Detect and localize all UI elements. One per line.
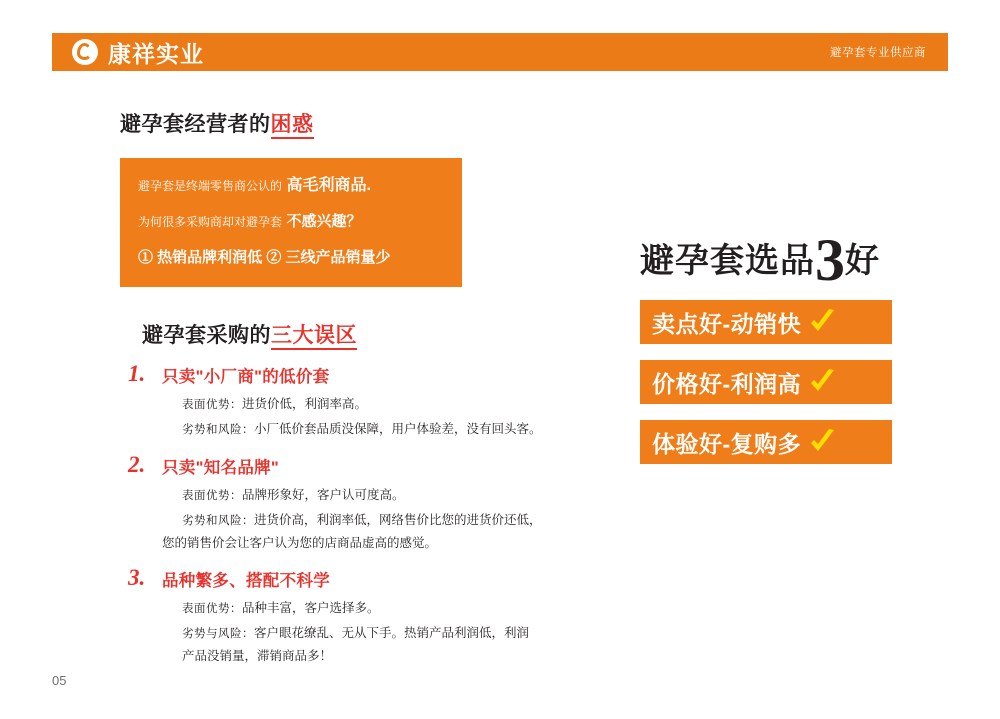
mistakes-heading	[142, 319, 600, 349]
leaf-circle-logo-icon	[72, 39, 98, 65]
selection-title-number: 3	[815, 227, 845, 293]
mistake-item	[120, 451, 600, 554]
left-content-column	[120, 108, 600, 667]
panel-line-3: ① 热销品牌利润低 ② 三线产品销量少	[138, 248, 391, 266]
benefit-label: 价格好-利润高	[652, 370, 802, 397]
panel-line-2-small: 为何很多采购商却对避孕套	[138, 214, 283, 229]
benefit-label: 卖点好-动销快	[652, 310, 802, 337]
mistake-item	[120, 360, 600, 440]
selection-title-part1: 避孕套选品	[640, 242, 815, 280]
mistake-number: 3.	[128, 565, 146, 591]
panel-line-1-big: 高毛利商品.	[286, 177, 371, 194]
mistake-row-label: 表面优势：	[182, 603, 242, 616]
mistake-body	[162, 485, 600, 531]
mistakes-heading-accent: 三大误区	[271, 324, 357, 350]
mistake-title: 只卖"小厂商"的低价套	[162, 367, 330, 386]
mistake-row	[182, 485, 600, 506]
page-number: 05	[52, 673, 67, 688]
mistake-number: 2.	[128, 451, 146, 477]
benefit-bar	[640, 300, 892, 344]
panel-line-1	[138, 174, 444, 199]
header-tagline: 避孕套专业供应商	[830, 47, 926, 59]
header-bar	[52, 33, 948, 71]
mistake-title: 只卖"知名品牌"	[162, 458, 280, 477]
mistake-row	[182, 394, 600, 415]
mistake-row-label: 劣势与风险：	[182, 628, 254, 641]
mistake-row-value: 小厂低价套品质没保障，用户体验差，没有回头客。	[254, 421, 542, 436]
mistake-body	[162, 598, 600, 667]
mistake-row-label: 表面优势：	[182, 489, 242, 502]
mistake-row-label: 劣势和风险：	[182, 423, 254, 436]
selection-title-part2: 好	[845, 242, 880, 280]
mistake-row-label: 表面优势：	[182, 398, 242, 411]
mistake-number: 1.	[128, 360, 146, 386]
confusion-heading-prefix: 避孕套经营者的	[120, 113, 271, 136]
benefit-bar	[640, 420, 892, 464]
mistake-title: 品种繁多、搭配不科学	[162, 572, 330, 591]
panel-line-1-small: 避孕套是终端零售商公认的	[138, 179, 283, 193]
confusion-heading-accent: 困惑	[271, 113, 314, 139]
check-mark-icon	[807, 367, 837, 397]
panel-line-2	[138, 210, 444, 235]
panel-line-2-big: 不感兴趣？	[286, 212, 362, 230]
mistake-row-value: 品种丰富，客户选择多。	[242, 601, 380, 616]
mistake-row-value: 进货价低，利润率高。	[242, 396, 368, 411]
check-mark-icon	[807, 427, 837, 457]
selection-title	[640, 227, 950, 293]
mistake-continuation: 您的销售价会让客户认为您的店商品虚高的感觉。	[162, 535, 438, 550]
mistake-row-value: 进货价高，利润率低，网络售价比您的进货价还低，	[254, 512, 542, 527]
mistake-row	[182, 419, 600, 440]
check-mark-icon	[807, 307, 837, 337]
mistake-row-label: 劣势和风险：	[182, 514, 254, 527]
mistake-row-value: 品牌形象好，客户认可度高。	[242, 487, 405, 502]
orange-callout-panel	[120, 158, 462, 287]
mistake-row-value: 客户眼花缭乱、无从下手。热销产品利润低，利润	[254, 626, 530, 641]
benefit-label: 体验好-复购多	[652, 430, 802, 457]
mistake-row	[182, 623, 600, 644]
confusion-heading	[120, 108, 600, 138]
mistake-row	[182, 510, 600, 531]
mistake-continuation: 产品没销量，滞销商品多！	[182, 649, 333, 664]
mistake-row	[182, 598, 600, 619]
mistake-body	[162, 394, 600, 440]
benefit-bar	[640, 360, 892, 404]
mistakes-heading-prefix: 避孕套采购的	[142, 323, 271, 347]
brand-name: 康祥实业	[108, 40, 204, 67]
right-content-column	[640, 228, 950, 464]
mistake-item	[120, 567, 600, 667]
